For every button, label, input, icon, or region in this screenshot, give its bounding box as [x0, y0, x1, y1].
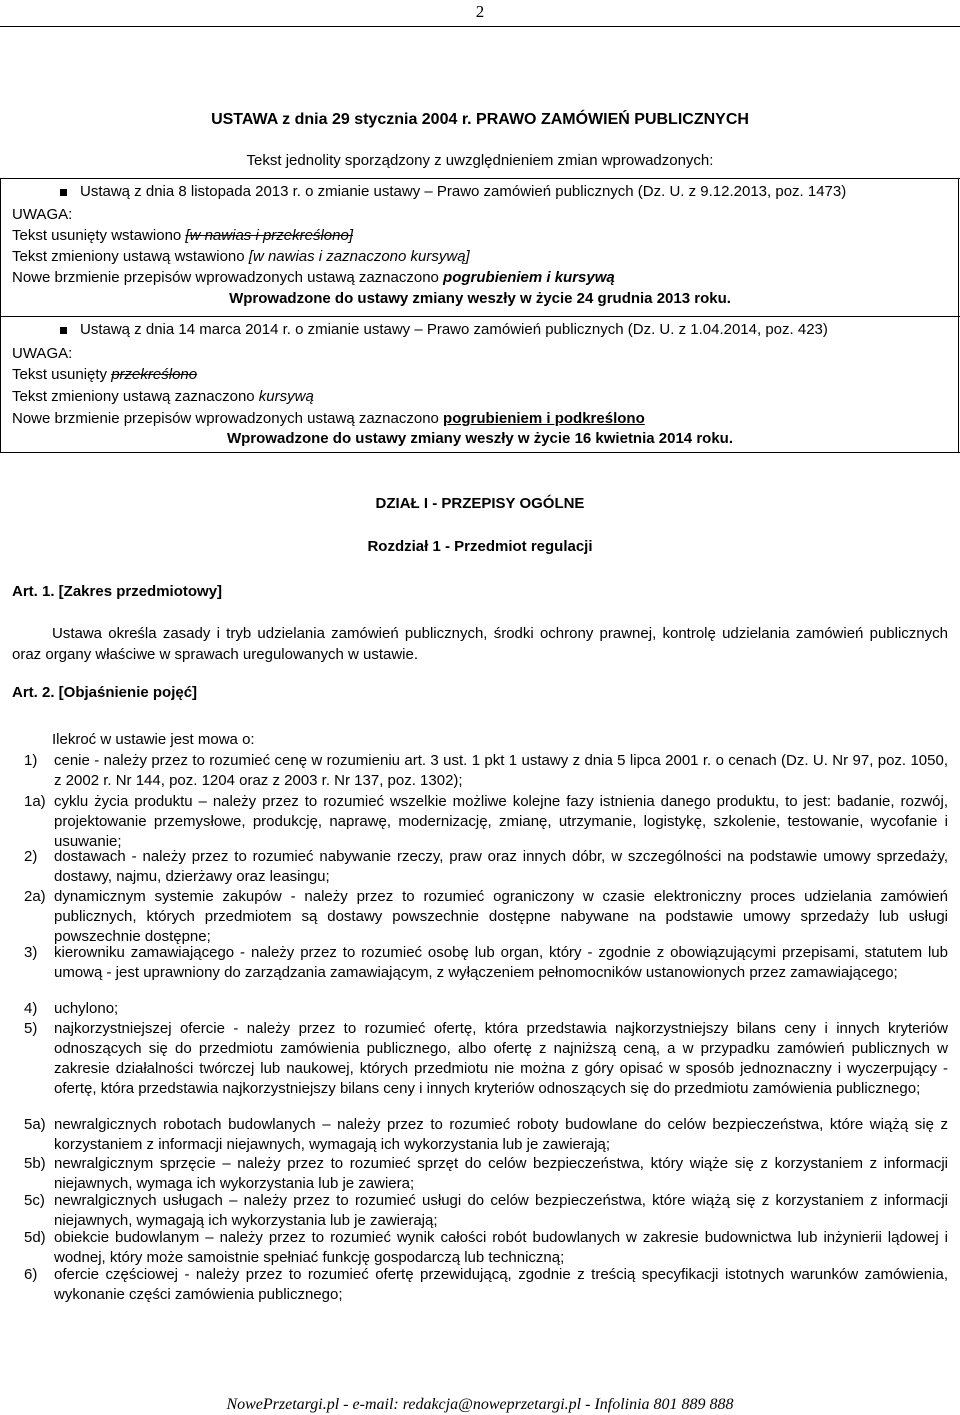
definition-item — [24, 1265, 948, 1305]
amendment1-effective: Wprowadzone do ustawy zmiany weszły w życie 24 grudnia 2013 roku. — [229, 290, 731, 307]
new-marked: pogrubieniem i kursywą — [443, 269, 615, 286]
changed-marked: [w nawias i zaznaczono kursywą] — [248, 248, 470, 265]
footer: NowePrzetargi.pl - e-mail: redakcja@noweprzetargi.pl - Infolinia 801 889 888 — [226, 1396, 734, 1413]
definition-item — [24, 751, 948, 791]
page-number: 2 — [475, 2, 485, 21]
box-top-border — [0, 178, 960, 179]
amendment1-deleted-note — [12, 227, 353, 245]
changed-prefix: Tekst zmieniony ustawą zaznaczono — [12, 388, 259, 405]
deleted-prefix: Tekst usunięty wstawiono — [12, 227, 186, 244]
document-subtitle: Tekst jednolity sporządzony z uwzględnieniem zmian wprowadzonych: — [246, 152, 714, 169]
amendment2-line: Ustawą z dnia 14 marca 2014 r. o zmianie ustawy – Prawo zamówień publicznych (Dz. U. z 1.04.2014, poz. 423) — [80, 321, 828, 338]
amendment2-new-note — [12, 410, 645, 428]
definition-number: 5c) — [24, 1192, 45, 1209]
chapter-heading: Rozdział 1 - Przedmiot regulacji — [367, 538, 593, 555]
definition-item — [24, 1191, 948, 1231]
definition-text: obiekcie budowlanym – należy przez to rozumieć wynik całości robót budowlanych w zakresie budownictwa lub inżynierii lądowej i wodnej, który może samoistnie spełniać funkcję gospodarczą lub techniczną; — [54, 1229, 948, 1266]
new-prefix: Nowe brzmienie przepisów wprowadzonych ustawą zaznaczono — [12, 269, 444, 286]
definition-item — [24, 1154, 948, 1194]
definition-number: 3) — [24, 944, 38, 961]
definition-text: kierowniku zamawiającego - należy przez to rozumieć osobę lub organ, który - zgodnie z obowiązującymi przepisami, statutem lub umową - jest uprawniony do zarządzania zamawiającym, z wyłączeniem pełnomocników ustanowionych przez zamawiającego; — [54, 944, 948, 981]
definition-number: 6) — [24, 1266, 38, 1283]
definition-item — [24, 999, 948, 1019]
box-right-border — [958, 178, 959, 452]
definition-text: cyklu życia produktu – należy przez to rozumieć wszelkie możliwe kolejne fazy istnienia danego produktu, to jest: badanie, rozwój, projektowanie przemysłowe, produkcję, naprawę, modernizację, zmianę, utrzymanie, logistykę, szkolenie, testowanie, wycofanie i usuwanie; — [54, 793, 948, 850]
document-title: USTAWA z dnia 29 stycznia 2004 r. PRAWO ZAMÓWIEŃ PUBLICZNYCH — [211, 111, 749, 128]
amendment1-changed-note — [12, 248, 470, 266]
definition-number: 5a) — [24, 1116, 46, 1133]
bullet-icon — [60, 189, 67, 196]
definition-text: dynamicznym systemie zakupów - należy przez to rozumieć ograniczony w czasie elektroniczny proces udzielania zamówień publicznych, których przedmiotem są dostawy powszechnie dostępne nabywane na podstawie umowy sprzedaży lub usługi powszechnie dostępne; — [54, 888, 948, 945]
definition-text: najkorzystniejszej ofercie - należy przez to rozumieć ofertę, która przedstawia najkorzystniejszy bilans ceny i innych kryteriów odnoszących się do przedmiotu zamówienia publicznego, albo ofertę z najniższą ceną, a w przypadku zamówień publicznych w zakresie działalności twórczej lub naukowej, których przedmiotu nie można z góry opisać w sposób jednoznaczny i wyczerpujący - ofertę, która przedstawia najkorzystniejszy bilans ceny i innych kryteriów odnoszących się do przedmiotu zamówienia publicznego; — [54, 1020, 948, 1097]
amendment2-deleted-note — [12, 366, 197, 384]
amendment1-new-note — [12, 269, 615, 287]
art1-heading: Art. 1. [Zakres przedmiotowy] — [12, 583, 223, 600]
box-divider — [0, 316, 960, 317]
amendment2-uwaga: UWAGA: — [12, 345, 73, 362]
definition-number: 2a) — [24, 888, 46, 905]
changed-prefix: Tekst zmieniony ustawą wstawiono — [12, 248, 249, 265]
definition-number: 1a) — [24, 793, 46, 810]
changed-marked: kursywą — [258, 388, 314, 405]
amendment1-line: Ustawą z dnia 8 listopada 2013 r. o zmianie ustawy – Prawo zamówień publicznych (Dz. U. z 9.12.2013, poz. 1473) — [80, 183, 847, 200]
definition-item — [24, 792, 948, 852]
amendment1-uwaga: UWAGA: — [12, 206, 73, 223]
definition-number: 5) — [24, 1020, 38, 1037]
bullet-icon — [60, 327, 67, 334]
art1-text: Ustawa określa zasady i tryb udzielania zamówień publicznych, środki ochrony prawnej, kontrolę udzielania zamówień publicznych oraz organy właściwe w sprawach uregulowanych w ustawie. — [12, 625, 948, 663]
deleted-prefix: Tekst usunięty — [12, 366, 112, 383]
definition-item — [24, 847, 948, 887]
definition-text: dostawach - należy przez to rozumieć nabywanie rzeczy, praw oraz innych dóbr, w szczególności na podstawie umowy sprzedaży, dostawy, najmu, dzierżawy oraz leasingu; — [54, 848, 948, 885]
definition-text: newralgicznych usługach – należy przez to rozumieć usługi do celów bezpieczeństwa, które wiążą się z korzystaniem z informacji niejawnych, wymagają ich wykorzystania lub je zawierają; — [54, 1192, 948, 1229]
definition-item — [24, 887, 948, 947]
definition-item — [24, 1115, 948, 1155]
definition-item — [24, 1019, 948, 1099]
art2-heading: Art. 2. [Objaśnienie pojęć] — [12, 684, 198, 701]
definition-item — [24, 1228, 948, 1268]
definition-text: newralgicznych robotach budowlanych – należy przez to rozumieć roboty budowlane do celów bezpieczeństwa, które wiążą się z korzystaniem z informacji niejawnych, wymagają ich wykorzystania lub je zawierają; — [54, 1116, 948, 1153]
amendment2-changed-note — [12, 388, 314, 406]
definition-text: ofercie częściowej - należy przez to rozumieć ofertę przewidującą, zgodnie z treścią specyfikacji istotnych warunków zamówienia, wykonanie części zamówienia publicznego; — [54, 1266, 948, 1303]
definition-number: 1) — [24, 752, 38, 769]
definition-item — [24, 943, 948, 983]
division-heading: DZIAŁ I - PRZEPISY OGÓLNE — [375, 495, 585, 512]
amendment2-effective: Wprowadzone do ustawy zmiany weszły w życie 16 kwietnia 2014 roku. — [226, 430, 733, 447]
box-left-border — [0, 178, 1, 452]
deleted-marked: [w nawias i przekreślono] — [185, 227, 353, 244]
header-rule — [0, 26, 960, 27]
definition-text: uchylono; — [54, 1000, 119, 1017]
definition-text: newralgicznym sprzęcie – należy przez to rozumieć sprzęt do celów bezpieczeństwa, który wiąże się z korzystaniem z informacji niejawnych, wymaga ich wykorzystania lub je zawiera; — [54, 1155, 948, 1192]
new-marked: pogrubieniem i podkreślono — [443, 410, 645, 427]
definition-number: 4) — [24, 1000, 38, 1017]
definition-number: 5b) — [24, 1155, 46, 1172]
box-bottom-border — [0, 452, 960, 453]
new-prefix: Nowe brzmienie przepisów wprowadzonych ustawą zaznaczono — [12, 410, 444, 427]
art2-intro: Ilekroć w ustawie jest mowa o: — [52, 731, 255, 748]
definition-number: 2) — [24, 848, 38, 865]
deleted-marked: przekreślono — [111, 366, 198, 383]
definition-text: cenie - należy przez to rozumieć cenę w rozumieniu art. 3 ust. 1 pkt 1 ustawy z dnia 5 lipca 2001 r. o cenach (Dz. U. Nr 97, poz. 1050, z 2002 r. Nr 144, poz. 1204 oraz z 2003 r. Nr 137, poz. 1302); — [54, 752, 948, 789]
definition-number: 5d) — [24, 1229, 46, 1246]
